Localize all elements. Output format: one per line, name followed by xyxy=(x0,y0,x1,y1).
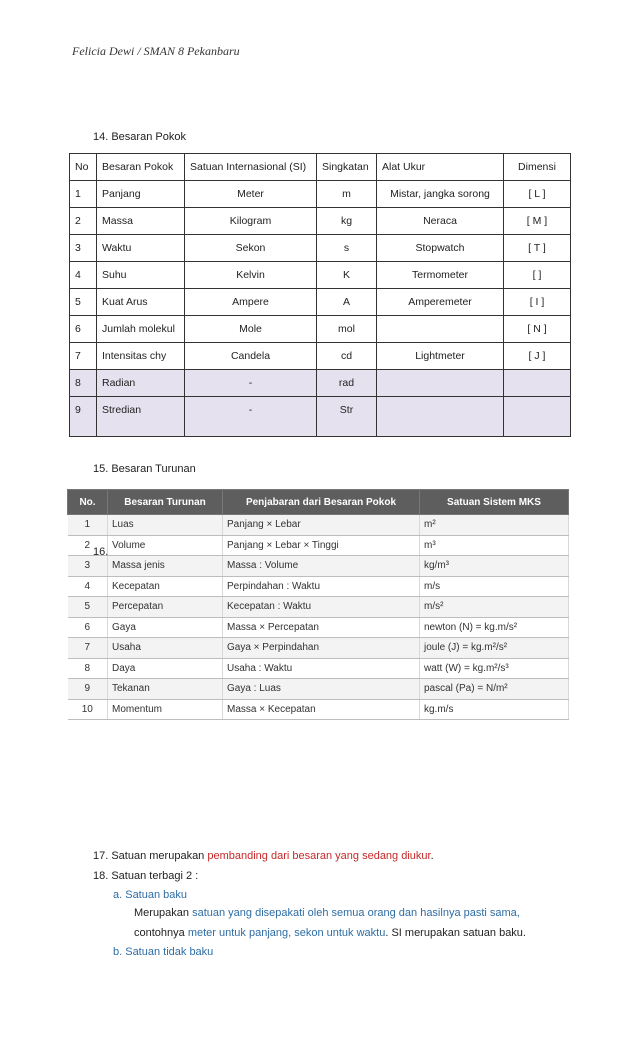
cell: Mistar, jangka sorong xyxy=(377,181,504,208)
table-row xyxy=(70,181,571,208)
section-title-besaran-turunan: 15. Besaran Turunan xyxy=(93,463,196,475)
cell: Kilogram xyxy=(185,208,317,235)
cell: 4 xyxy=(70,262,97,289)
cell: Gaya × Perpindahan xyxy=(223,638,420,659)
cell: Sekon xyxy=(185,235,317,262)
header-cell: Penjabaran dari Besaran Pokok xyxy=(223,490,420,515)
sub-a-line2 xyxy=(134,927,526,939)
cell: [ M ] xyxy=(504,208,571,235)
cell: pascal (Pa) = N/m² xyxy=(420,679,569,700)
cell: cd xyxy=(317,343,377,370)
item-17-suffix: . xyxy=(430,850,434,862)
sub-a-line1-prefix: Merupakan xyxy=(134,907,193,919)
sub-a-line2-suffix: . SI merupakan satuan baku. xyxy=(385,927,526,939)
item-17 xyxy=(93,850,434,862)
table-row xyxy=(68,638,569,659)
cell: Panjang xyxy=(97,181,185,208)
cell: [ J ] xyxy=(504,343,571,370)
cell: 4 xyxy=(68,576,108,597)
item-17-highlight: pembanding dari besaran yang sedang diukur xyxy=(207,850,431,862)
cell: 6 xyxy=(70,316,97,343)
cell: Waktu xyxy=(97,235,185,262)
cell: kg xyxy=(317,208,377,235)
table-row xyxy=(68,535,569,556)
cell: Str xyxy=(317,397,377,437)
cell: Gaya : Luas xyxy=(223,679,420,700)
cell: m² xyxy=(420,515,569,536)
cell xyxy=(504,397,571,437)
item-16-number: 16. xyxy=(93,546,109,558)
header-cell: Satuan Internasional (SI) xyxy=(185,154,317,181)
table-row xyxy=(68,597,569,618)
cell: 6 xyxy=(68,617,108,638)
cell: 8 xyxy=(68,658,108,679)
table-row xyxy=(68,556,569,577)
sub-b-title: b. Satuan tidak baku xyxy=(113,946,214,958)
cell: Massa × Percepatan xyxy=(223,617,420,638)
cell: [ L ] xyxy=(504,181,571,208)
header-cell: Besaran Pokok xyxy=(97,154,185,181)
cell: 5 xyxy=(70,289,97,316)
cell: 1 xyxy=(70,181,97,208)
table-row xyxy=(70,262,571,289)
cell: Termometer xyxy=(377,262,504,289)
table-row xyxy=(68,658,569,679)
besaran-turunan-table xyxy=(67,489,569,720)
cell: Gaya xyxy=(108,617,223,638)
cell: [ N ] xyxy=(504,316,571,343)
cell: newton (N) = kg.m/s² xyxy=(420,617,569,638)
cell: Stredian xyxy=(97,397,185,437)
cell: Radian xyxy=(97,370,185,397)
cell: rad xyxy=(317,370,377,397)
cell xyxy=(377,370,504,397)
cell: m/s xyxy=(420,576,569,597)
item-17-prefix: 17. Satuan merupakan xyxy=(93,850,208,862)
cell: watt (W) = kg.m²/s³ xyxy=(420,658,569,679)
cell: Panjang × Lebar × Tinggi xyxy=(223,535,420,556)
table-row xyxy=(70,208,571,235)
cell: Kecepatan xyxy=(108,576,223,597)
cell: Massa : Volume xyxy=(223,556,420,577)
table-row xyxy=(68,515,569,536)
cell: Neraca xyxy=(377,208,504,235)
sub-a-title: a. Satuan baku xyxy=(113,889,188,901)
cell: joule (J) = kg.m²/s² xyxy=(420,638,569,659)
cell: 10 xyxy=(68,699,108,720)
cell: mol xyxy=(317,316,377,343)
cell: A xyxy=(317,289,377,316)
section-title-besaran-pokok: 14. Besaran Pokok xyxy=(93,131,186,143)
cell: [ I ] xyxy=(504,289,571,316)
cell: s xyxy=(317,235,377,262)
cell: 8 xyxy=(70,370,97,397)
table-row xyxy=(68,699,569,720)
sub-a-line2-prefix: contohnya xyxy=(134,927,188,939)
header-cell: Alat Ukur xyxy=(377,154,504,181)
table-row xyxy=(70,316,571,343)
table-row xyxy=(70,370,571,397)
cell: [ T ] xyxy=(504,235,571,262)
cell xyxy=(377,397,504,437)
cell: m³ xyxy=(420,535,569,556)
header-cell: Singkatan xyxy=(317,154,377,181)
table-header-row xyxy=(68,490,569,515)
cell: m xyxy=(317,181,377,208)
cell: Intensitas chy xyxy=(97,343,185,370)
header-cell: Besaran Turunan xyxy=(108,490,223,515)
cell: Percepatan xyxy=(108,597,223,618)
item-18: 18. Satuan terbagi 2 : xyxy=(93,870,199,882)
cell: Volume xyxy=(108,535,223,556)
table-row xyxy=(68,679,569,700)
cell: Lightmeter xyxy=(377,343,504,370)
cell: Stopwatch xyxy=(377,235,504,262)
cell: Amperemeter xyxy=(377,289,504,316)
table-row xyxy=(70,235,571,262)
header-cell: No. xyxy=(68,490,108,515)
cell: Luas xyxy=(108,515,223,536)
cell: K xyxy=(317,262,377,289)
cell: 9 xyxy=(68,679,108,700)
cell: kg.m/s xyxy=(420,699,569,720)
table-row xyxy=(68,617,569,638)
cell xyxy=(504,370,571,397)
besaran-turunan-image-table xyxy=(67,489,568,715)
cell: 5 xyxy=(68,597,108,618)
cell: Usaha xyxy=(108,638,223,659)
besaran-pokok-table xyxy=(69,153,571,437)
cell: Kuat Arus xyxy=(97,289,185,316)
cell: 7 xyxy=(68,638,108,659)
cell: m/s² xyxy=(420,597,569,618)
table-row xyxy=(70,289,571,316)
cell: 9 xyxy=(70,397,97,437)
table-header-row xyxy=(70,154,571,181)
cell: - xyxy=(185,397,317,437)
table-row xyxy=(70,343,571,370)
cell: Kecepatan : Waktu xyxy=(223,597,420,618)
cell: Massa × Kecepatan xyxy=(223,699,420,720)
header-cell: Dimensi xyxy=(504,154,571,181)
cell: [ ] xyxy=(504,262,571,289)
cell: Mole xyxy=(185,316,317,343)
sub-a-line1 xyxy=(134,907,520,919)
cell: Meter xyxy=(185,181,317,208)
cell: Momentum xyxy=(108,699,223,720)
sub-a-line2-blue: meter untuk panjang, sekon untuk waktu xyxy=(187,927,386,939)
header-cell: Satuan Sistem MKS xyxy=(420,490,569,515)
cell: Suhu xyxy=(97,262,185,289)
cell: 7 xyxy=(70,343,97,370)
cell: Ampere xyxy=(185,289,317,316)
table-row xyxy=(68,576,569,597)
cell: 2 xyxy=(68,535,108,556)
cell: Usaha : Waktu xyxy=(223,658,420,679)
cell: Tekanan xyxy=(108,679,223,700)
header-cell: No xyxy=(70,154,97,181)
sub-a-line1-blue: satuan yang disepakati oleh semua orang dan hasilnya pasti sama, xyxy=(192,907,520,919)
cell: Daya xyxy=(108,658,223,679)
cell: Massa jenis xyxy=(108,556,223,577)
cell: - xyxy=(185,370,317,397)
cell: Candela xyxy=(185,343,317,370)
cell: Perpindahan : Waktu xyxy=(223,576,420,597)
cell: kg/m³ xyxy=(420,556,569,577)
table-row xyxy=(70,397,571,437)
cell xyxy=(377,316,504,343)
cell: Kelvin xyxy=(185,262,317,289)
cell: 3 xyxy=(68,556,108,577)
cell: Jumlah molekul xyxy=(97,316,185,343)
cell: Massa xyxy=(97,208,185,235)
cell: 1 xyxy=(68,515,108,536)
cell: 2 xyxy=(70,208,97,235)
cell: 3 xyxy=(70,235,97,262)
page-header: Felicia Dewi / SMAN 8 Pekanbaru xyxy=(72,44,240,58)
cell: Panjang × Lebar xyxy=(223,515,420,536)
